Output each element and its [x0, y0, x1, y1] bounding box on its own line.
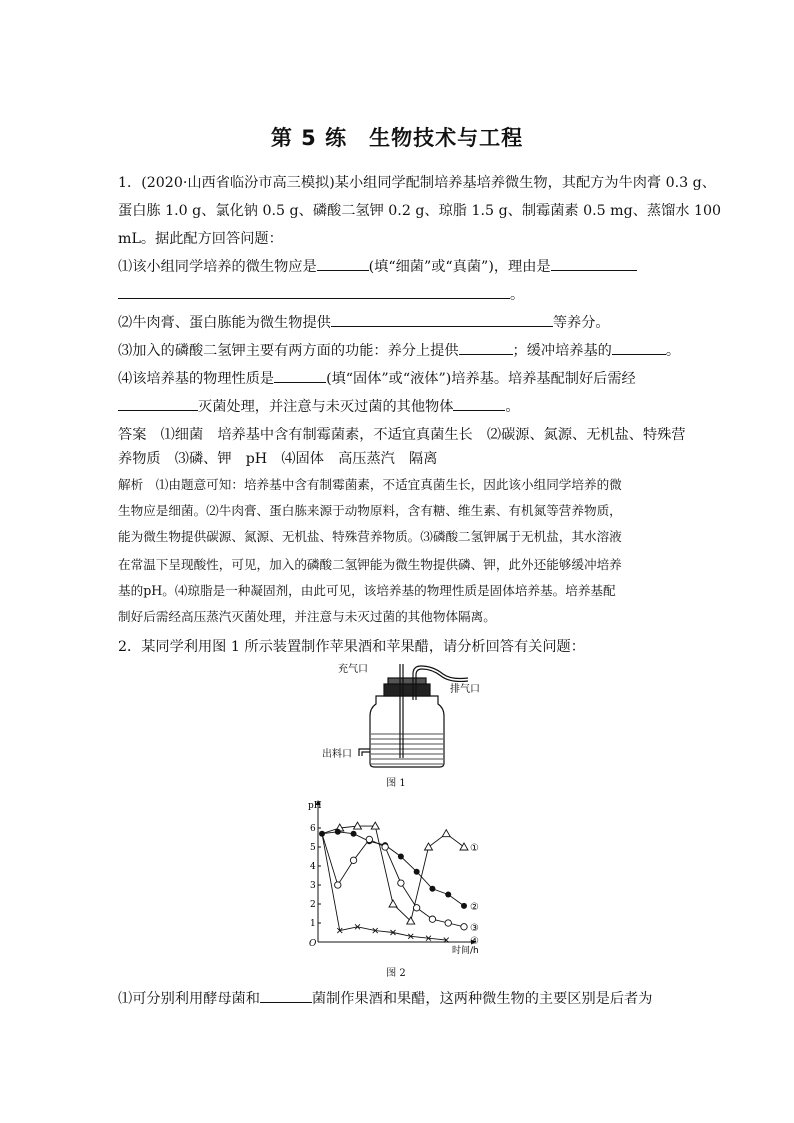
data-point-filled-circle	[335, 829, 341, 835]
data-point-triangle	[354, 822, 362, 829]
q1-answer-line-2: 养物质 ⑶磷、钾 pH ⑷固体 高压蒸汽 隔离	[118, 451, 438, 467]
q1-explanation-line-5: 基的pH。⑷琼脂是一种凝固剂，由此可见，该培养基的物理性质是固体培养基。培养基配	[118, 583, 616, 598]
series-line	[322, 834, 464, 927]
q1-part-1	[118, 256, 637, 276]
answer-blank	[274, 368, 326, 383]
fermentation-apparatus-figure	[318, 660, 488, 770]
q1-p4-text-a: ⑷该培养基的物理性质是	[118, 371, 275, 387]
q2-part-1	[118, 988, 652, 1008]
q1-p3-text-c: 。	[665, 343, 681, 359]
data-point-open-circle	[382, 844, 388, 850]
data-point-open-circle	[335, 882, 341, 888]
q1-p2-text-b: 等养分。	[552, 315, 610, 331]
liquid	[371, 734, 443, 764]
q1-stem-line-2: 蛋白胨 1.0 g、氯化钠 0.5 g、磷酸二氢钾 0.2 g、琼脂 1.5 g、制霉菌素 0.5 mg、蒸馏水 100	[118, 203, 722, 219]
answer-blank	[612, 340, 666, 355]
q2-p1-text-b: 菌制作果酒和果醋，这两种微生物的主要区别是后者为	[311, 991, 653, 1007]
data-point-open-circle	[461, 924, 467, 930]
y-tick-label: 2	[310, 900, 316, 910]
data-point-triangle	[389, 900, 397, 907]
origin-label: O	[309, 939, 317, 949]
answer-blank	[331, 312, 553, 327]
q1-explanation-line-1: 解析 ⑴由题意可知：培养基中含有制霉菌素，不适宜真菌生长，因此该小组同学培养的微	[118, 477, 622, 492]
data-point-open-circle	[350, 857, 356, 863]
data-point-triangle	[371, 822, 379, 829]
q1-p3-text-a: ⑶加入的磷酸二氢钾主要有两方面的功能：养分上提供	[118, 343, 459, 359]
q1-explanation-line-4: 在常温下呈现酸性，可见，加入的磷酸二氢钾能为微生物提供磷、钾，此外还能够缓冲培养	[118, 557, 622, 572]
q1-part-4	[118, 368, 636, 388]
x-axis-label: 时间/h	[452, 946, 479, 956]
data-point-triangle	[442, 830, 450, 837]
series-label: ③	[470, 922, 479, 934]
q1-part-4-cont	[118, 396, 520, 416]
stopper	[384, 684, 430, 696]
series-label: ④	[470, 936, 479, 948]
answer-blank	[459, 340, 513, 355]
answer-blank	[260, 988, 312, 1003]
y-tick-label: 5	[310, 843, 316, 853]
series-label: ①	[470, 843, 479, 854]
q1-stem-line-1: 1．(2020·山西省临汾市高三模拟)某小组同学配制培养基培养微生物，其配方为牛肉膏 0.3 g、	[118, 175, 716, 191]
series-line	[322, 832, 464, 906]
y-axis-label: pH	[308, 801, 322, 811]
answer-blank	[118, 284, 510, 299]
chart-series	[319, 822, 479, 947]
data-point-filled-circle	[351, 831, 357, 837]
answer-blank	[118, 396, 198, 411]
q1-p1-text-b: (填“细菌”或“真菌”)，理由是	[368, 259, 551, 275]
inlet-label: 充气口	[338, 664, 368, 675]
answer-blank	[551, 256, 637, 271]
answer-blank	[453, 396, 505, 411]
data-point-start	[319, 831, 325, 837]
q1-part-1-cont	[118, 284, 524, 304]
data-point-triangle	[460, 843, 468, 850]
y-tick-label: 1	[310, 919, 316, 929]
q1-p1-text-a: ⑴该小组同学培养的微生物应是	[118, 259, 317, 275]
q1-p1-end: 。	[510, 287, 525, 303]
figure-2-caption: 图 2	[386, 968, 406, 979]
q1-p2-text-a: ⑵牛肉膏、蛋白胨能为微生物提供	[118, 315, 331, 331]
q1-p3-text-b: ；缓冲培养基的	[512, 343, 612, 359]
data-point-filled-circle	[429, 886, 435, 892]
data-point-open-circle	[429, 916, 435, 922]
q2-p1-text-a: ⑴可分别利用酵母菌和	[118, 991, 260, 1007]
y-tick-label: 4	[310, 862, 316, 872]
data-point-open-circle	[398, 880, 404, 886]
figure-1-caption: 图 1	[386, 778, 406, 789]
outlet-tube	[362, 752, 370, 756]
data-point-open-circle	[445, 920, 451, 926]
data-point-filled-circle	[398, 854, 404, 860]
q1-p4-text-d: 。	[505, 399, 520, 415]
q1-part-2	[118, 312, 610, 332]
stopper-cap	[388, 678, 426, 684]
q1-explanation-line-3: 能为微生物提供碳源、氮源、无机盐、特殊营养物质。⑶磷酸二氢钾属于无机盐，其水溶液	[118, 529, 622, 544]
outlet-label: 出料口	[322, 749, 352, 760]
q1-answer-line-1: 答案 ⑴细菌 培养基中含有制霉菌素，不适宜真菌生长 ⑵碳源、氮源、无机盐、特殊营	[118, 427, 686, 443]
bottle-body	[370, 696, 444, 767]
q1-explanation-line-2: 生物应是细菌。⑵牛肉膏、蛋白胨来源于动物原料，含有糖、维生素、有机氮等营养物质，	[118, 503, 622, 518]
q1-explanation-line-6: 制好后需经高压蒸汽灭菌处理，并注意与未灭过菌的其他物体隔离。	[118, 609, 496, 624]
ph-line-chart	[300, 796, 500, 958]
data-point-filled-circle	[445, 892, 451, 898]
answer-blank	[317, 256, 369, 271]
exhaust-label: 排气口	[450, 684, 480, 695]
q2-stem-line-1: 2．某同学利用图 1 所示装置制作苹果酒和苹果醋，请分析回答有关问题：	[118, 639, 585, 655]
y-tick-label: 6	[310, 824, 316, 834]
data-point-triangle	[425, 843, 433, 850]
q1-p4-text-c: 灭菌处理，并注意与未灭过菌的其他物体	[198, 399, 454, 415]
data-point-open-circle	[366, 836, 372, 842]
data-point-filled-circle	[414, 869, 420, 875]
y-tick-label: 3	[310, 881, 316, 891]
page-title: 第 5 练 生物技术与工程	[270, 126, 524, 150]
q1-part-3	[118, 340, 680, 360]
data-point-open-circle	[413, 905, 419, 911]
q1-stem-line-3: mL。据此配方回答问题：	[118, 231, 283, 247]
q1-p4-text-b: (填“固体”或“液体”)培养基。培养基配制好后需经	[326, 371, 636, 387]
series-label: ②	[470, 901, 479, 913]
data-point-filled-circle	[461, 903, 467, 909]
